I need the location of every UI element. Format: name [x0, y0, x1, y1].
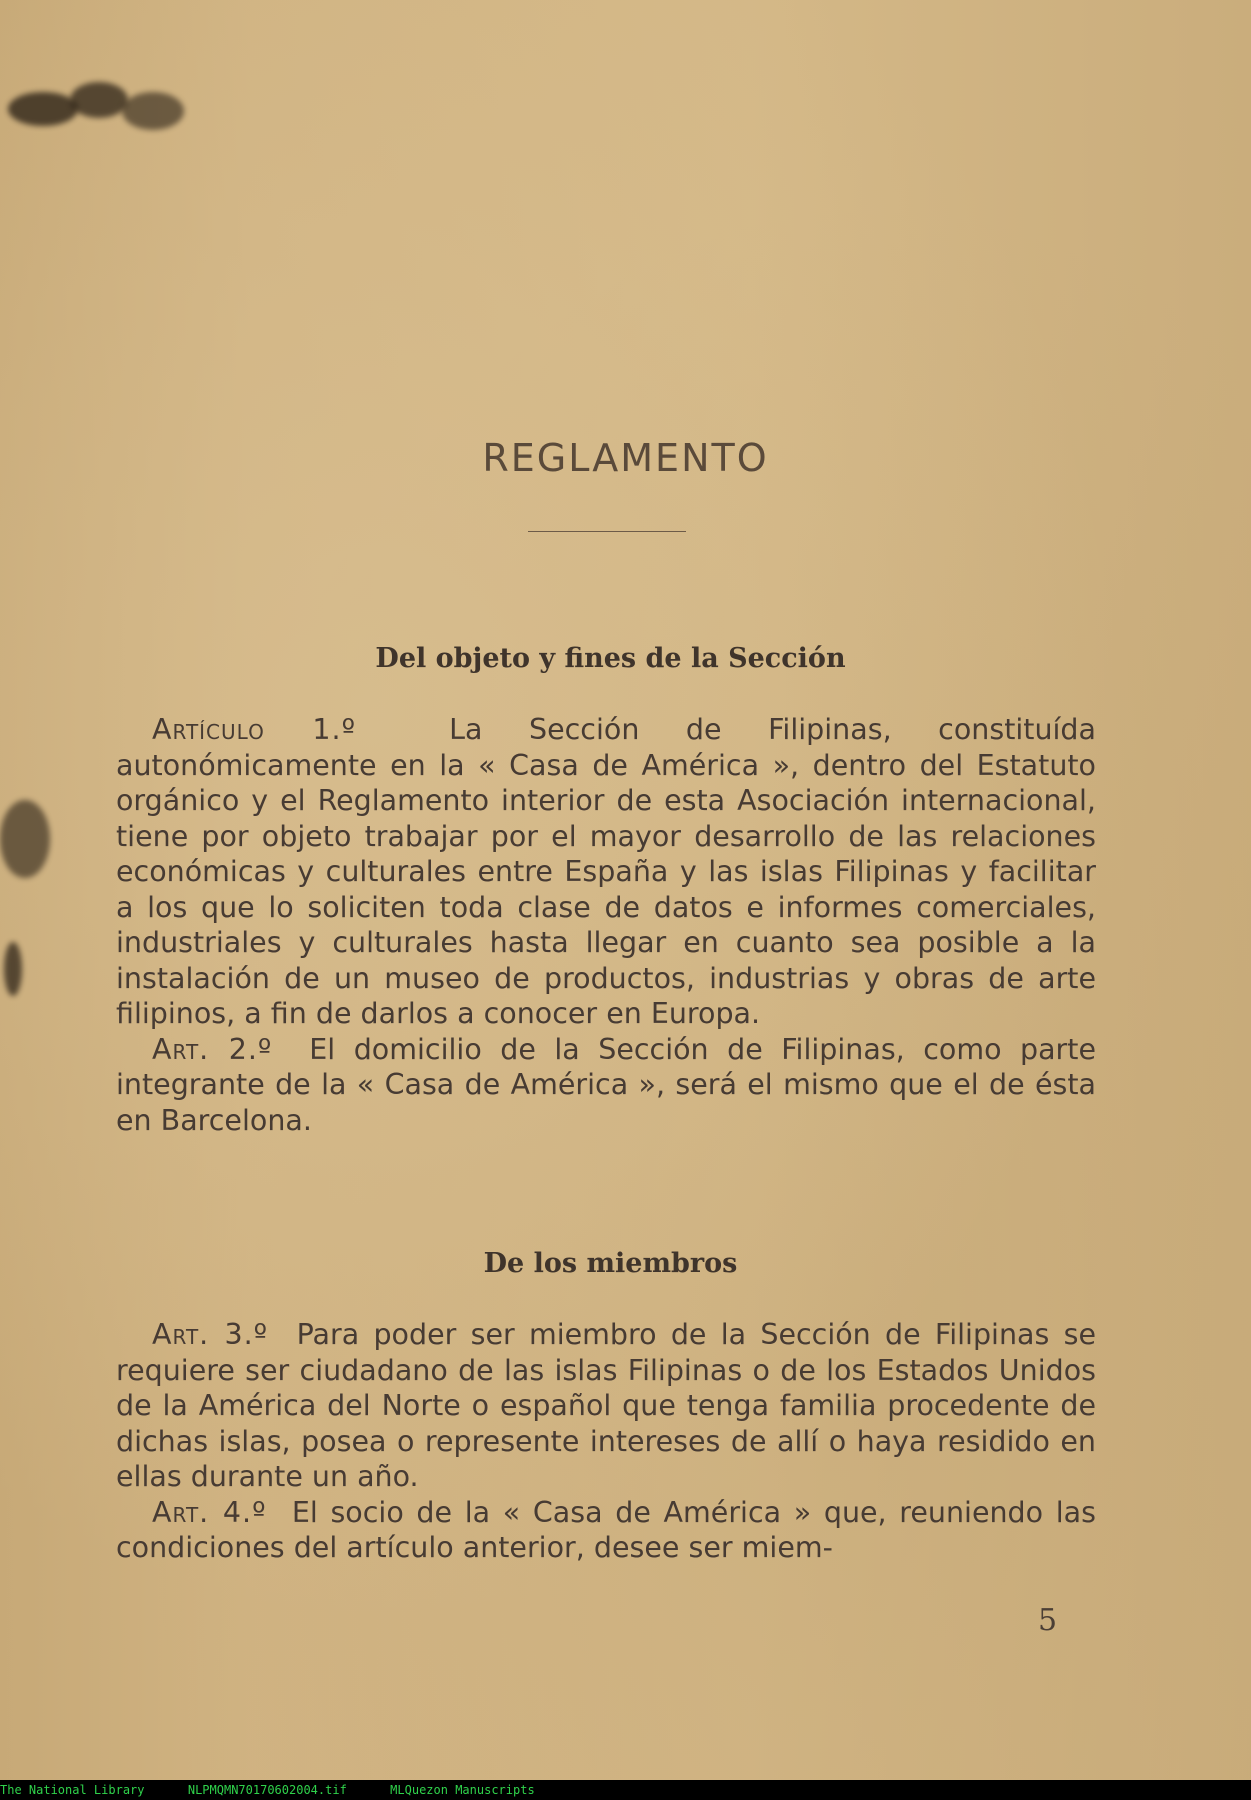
page-number: 5	[1038, 1603, 1058, 1638]
article-2-label: Art. 2.º	[152, 1032, 273, 1066]
article-2-text: El domicilio de la Sección de Filipinas, como parte integrante de la « Casa de América », será el mismo que el de ésta en Barcelona.	[116, 1032, 1096, 1137]
ink-stain-decoration	[8, 92, 78, 126]
article-1	[116, 712, 1096, 1032]
footer-institution: The National Library	[0, 1783, 145, 1797]
footer-filename: NLPMQMN70170602004.tif	[187, 1783, 347, 1797]
section-body-objeto	[116, 712, 1096, 1138]
article-4-text: El socio de la « Casa de América » que, reuniendo las condiciones del artículo anterior, desee ser miem-	[116, 1495, 1096, 1564]
ink-stain-decoration	[70, 82, 128, 118]
article-4-label: Art. 4.º	[152, 1495, 267, 1529]
article-2	[116, 1032, 1096, 1139]
footer-collection: MLQuezon Manuscripts	[390, 1783, 535, 1797]
ink-stain-decoration	[4, 942, 22, 996]
ink-stain-decoration	[0, 800, 50, 878]
section-heading-miembros: De los miembros	[483, 1248, 738, 1279]
article-3-text: Para poder ser miembro de la Sección de Filipinas se requiere ser ciudadano de las islas Filipinas o de los Estados Unidos de la América del Norte o español que tenga familia procedente de dichas islas, posea o represente intereses de allí o haya residido en ellas durante un año.	[116, 1318, 1096, 1493]
article-4	[116, 1495, 1096, 1566]
article-3-label: Art. 3.º	[152, 1318, 269, 1351]
article-1-label: Artículo 1.º	[152, 713, 356, 746]
scan-footer-bar	[0, 1780, 1251, 1800]
article-3	[116, 1317, 1096, 1495]
document-title: REGLAMENTO	[482, 436, 769, 480]
section-heading-objeto: Del objeto y fines de la Sección	[375, 643, 846, 674]
ink-stain-decoration	[122, 92, 184, 130]
article-1-text: La Sección de Filipinas, constituída autonómicamente en la « Casa de América », dentro del Estatuto orgánico y el Reglamento interior de esta Asociación internacional, tiene por objeto trabajar por el mayor desarrollo de las relaciones económicas y culturales entre España y las islas Filipinas y facilitar a los que lo soliciten toda clase de datos e informes comerciales, industriales y culturales hasta llegar en cuanto sea posible a la instalación de un museo de productos, industrias y obras de arte filipinos, a fin de darlos a conocer en Europa.	[116, 713, 1096, 1030]
title-divider	[528, 531, 686, 532]
section-body-miembros	[116, 1317, 1096, 1566]
